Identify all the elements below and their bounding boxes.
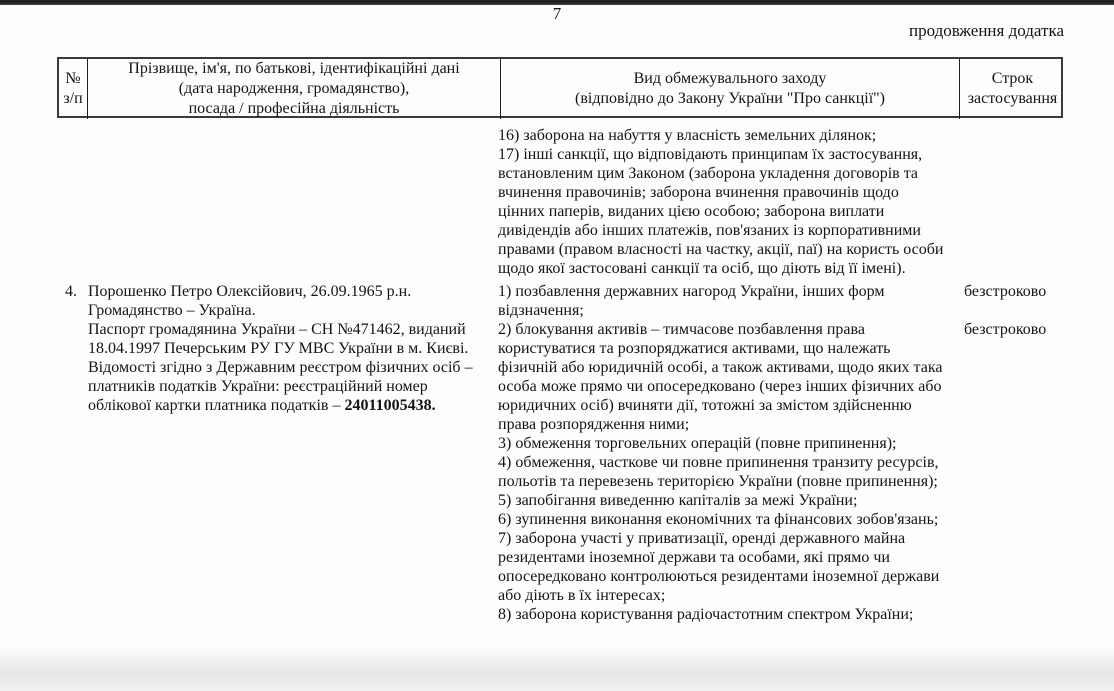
sanctions-table <box>57 57 1063 624</box>
measure-term-row <box>498 320 1063 434</box>
identity-last-prefix: облікової картки платника податків – <box>88 397 345 414</box>
measure-item: 5) запобігання виведенню капіталів за межі України; <box>498 492 858 509</box>
table-header-row <box>57 57 1063 118</box>
header-cell-term: Строк застосування <box>959 59 1065 119</box>
table-row <box>57 282 1063 624</box>
continuation-note: продовження додатка <box>908 21 1064 40</box>
scan-artifact-bottom-shade <box>0 649 1114 691</box>
measure-term-row <box>498 529 1063 605</box>
measure-item: 4) обмеження, часткове чи повне припинення транзиту ресурсів, польотів та перевезень територією України (повне припинення); <box>498 454 939 490</box>
identity-cell <box>85 282 498 624</box>
measure-term-row <box>498 282 1063 320</box>
identity-cell <box>85 126 498 278</box>
measure-item: 2) блокування активів – тимчасове позбавлення права користуватися та розпоряджатися активами, що належать фізичній або юридичній особі, а також активами, щодо яких така особа може прямо чи опосередковано (через інших фізичних або юридичних осіб) вчиняти дії, тотожні за змістом здійсненню права розпорядження ними; <box>498 321 943 433</box>
measures-cell <box>498 126 1063 278</box>
row-number: 4. <box>65 283 77 300</box>
identity-last-line <box>88 396 496 415</box>
measure-item: 7) заборона участі у приватизації, оренді державного майна резидентами іноземної держави та особами, які прямо чи опосередковано контролюються резидентами іноземної держави або діють в їх інтересах; <box>498 530 940 604</box>
measures-cell <box>498 282 1063 624</box>
measure-item: 17) інші санкції, що відповідають принципам їх застосування, встановленим цим Законом (заборона укладення договорів та вчинення правочинів; заборона вчинення правочинів щодо цінних паперів, виданих цією особою; заборона виплати дивідендів або інших платежів, пов'язаних із корпоративними правами (правом власності на частку, акції, паї) на користь особи щодо якої застосовані санкції та осіб, що діють від її імені). <box>498 146 944 277</box>
measure-item: 16) заборона на набуття у власність земельних ділянок; <box>498 127 877 144</box>
identity-lines: Порошенко Петро Олексійович, 26.09.1965 р.н. Громадянство – Україна. Паспорт громадянина України – СН №471462, виданий 18.04.1997 Печерським РУ ГУ МВС України в м. Києві. Відомості згідно з Державним реєстром фізичних осіб – платників податків України: реєстраційний номер <box>88 283 473 395</box>
measure-item: 3) обмеження торговельних операцій (повне припинення); <box>498 435 897 452</box>
measure-term-row <box>498 453 1063 491</box>
row-number <box>57 126 85 278</box>
tax-number: 24011005438. <box>344 397 436 414</box>
measure-item: 1) позбавлення державних нагород України, інших форм відзначення; <box>498 283 885 319</box>
header-cell-number: № з/п <box>63 70 83 107</box>
measure-term-row <box>498 605 1063 624</box>
page-number: 7 <box>552 4 562 23</box>
measure-term-row <box>498 434 1063 453</box>
measure-item: 6) зупинення виконання економічних та фінансових зобов'язань; <box>498 511 939 528</box>
measure-term-row <box>498 491 1063 510</box>
term-value: безстроково <box>964 283 1047 300</box>
header-cell-measure: Вид обмежувального заходу (відповідно до Закону України "Про санкції") <box>500 59 959 119</box>
measure-item: 8) заборона користування радіочастотним спектром України; <box>498 606 914 623</box>
header-cell-identity: Прізвище, ім'я, по батькові, ідентифікаційні дані (дата народження, громадянство), посада / професійна діяльність <box>87 59 500 119</box>
measure-term-row <box>498 145 1063 278</box>
table-body <box>57 118 1063 624</box>
measure-term-row <box>498 510 1063 529</box>
table-row <box>57 126 1063 278</box>
term-value: безстроково <box>964 321 1047 338</box>
measure-term-row <box>498 126 1063 145</box>
